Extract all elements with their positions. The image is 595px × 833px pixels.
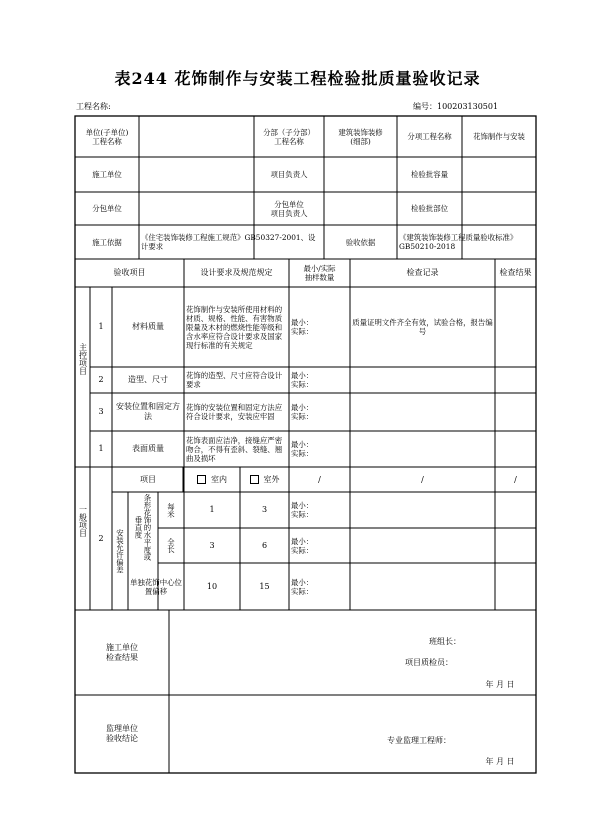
basis-value: 《住宅装饰装修工程施工规范》GB50327-2001、设计要求 — [141, 233, 316, 251]
main-item-name: 造型、尺寸 — [128, 375, 168, 384]
main-item-sample: 最小： 实际： — [291, 371, 314, 389]
general-item-name: 表面质量 — [132, 444, 164, 453]
tolerance-indoor: 3 — [209, 540, 215, 550]
single-label: 单独花饰中心位置偏移 — [130, 577, 182, 596]
tolerance-sample: 最小： 实际： — [291, 501, 314, 519]
subpart-label: 分部（子分部） 工程名称 — [263, 127, 315, 146]
main-item-requirement: 花饰的造型、尺寸应符合设计要求 — [186, 371, 283, 389]
full-length-label: 全长 — [166, 538, 176, 553]
project-manager-label: 项目负责人 — [270, 170, 308, 179]
page-title: 表244 花饰制作与安装工程检验批质量验收记录 — [114, 69, 481, 88]
sub-manager-label: 分包单位 项目负责人 — [270, 199, 308, 218]
contractor-label: 施工单位 — [92, 170, 122, 179]
tolerance-outdoor: 3 — [261, 505, 268, 514]
batch-capacity-label: 检验批容量 — [411, 170, 448, 179]
slash-sample: / — [318, 474, 321, 484]
main-item-no: 3 — [98, 407, 104, 416]
general-label: 一般项目 — [78, 504, 88, 537]
serial-number: 编号：100203130501 — [413, 102, 499, 111]
per-meter-label: 每米 — [166, 502, 176, 518]
batch-location-label: 检验批部位 — [411, 204, 448, 213]
deviation-label: 安装允许偏差 — [115, 528, 125, 574]
main-item-name: 安装位置和固定方法 — [116, 402, 180, 421]
quality-inspector-label: 项目质检员： — [405, 658, 453, 667]
col-result: 检查结果 — [499, 268, 532, 277]
main-item-sample: 最小： 实际： — [291, 403, 314, 421]
main-item-record: 质量证明文件齐全有效，试验合格，报告编号 — [352, 318, 493, 336]
tolerance-outdoor: 15 — [259, 581, 270, 591]
project-name-label: 工程名称: — [76, 102, 111, 111]
supervisor-date: 年 月 日 — [485, 757, 515, 766]
subpart-value: 建筑装饰装修 (细部) — [338, 127, 383, 146]
main-item-name: 材料质量 — [132, 322, 164, 331]
col-item: 验收项目 — [113, 268, 146, 277]
tolerance-indoor: 1 — [209, 505, 215, 514]
contractor-date: 年 月 日 — [485, 680, 515, 689]
subcontractor-label: 分包单位 — [92, 204, 122, 213]
general-item-sample: 最小： 实际： — [291, 440, 314, 458]
col-sample: 最小/实际 抽样数量 — [303, 264, 336, 282]
col-record: 检查记录 — [406, 268, 439, 277]
general-item-no: 1 — [98, 444, 104, 453]
subitem-value: 花饰制作与安装 — [473, 132, 525, 141]
col-requirement: 设计要求及规范规定 — [200, 268, 273, 277]
outdoor-option[interactable] — [240, 467, 289, 492]
tolerance-sample: 最小： 实际： — [291, 536, 314, 555]
team-leader-label: 班组长： — [429, 637, 461, 646]
supervisor-engineer-label: 专业监理工程师： — [387, 736, 451, 745]
tolerance-sample: 最小： 实际： — [291, 577, 314, 596]
slash-record: / — [421, 474, 424, 484]
unit-name-label: 单位(子单位) 工程名称 — [85, 127, 129, 146]
main-item-no: 1 — [98, 322, 104, 331]
main-control-label: 主控项目 — [78, 343, 88, 375]
indoor-option[interactable] — [184, 467, 240, 492]
main-item-sample: 最小： 实际： — [291, 318, 314, 336]
tolerance-outdoor: 6 — [261, 540, 268, 550]
slash-result: / — [514, 474, 517, 484]
indoor-checkbox[interactable] — [197, 475, 206, 484]
main-item-requirement: 花饰的安装位置和固定方法应符合设计要求，安装应牢固 — [186, 403, 283, 421]
main-item-requirement: 花饰制作与安装所使用材料的材质、规格、性能、有害物质限量及木材的燃烧性能等级和含水率应符合设计要求及国家现行标准的有关规定 — [186, 304, 283, 350]
acceptance-basis-value: 《建筑装饰装修工程质量验收标准》GB50210-2018 — [399, 233, 518, 251]
basis-label: 施工依据 — [92, 237, 122, 247]
strip-label: 条形花饰的水平度或垂直度 — [134, 494, 152, 561]
subitem-label: 分项工程名称 — [407, 132, 452, 141]
outdoor-label: 室外 — [263, 474, 280, 484]
supervisor-check-label: 监理单位 验收结论 — [106, 724, 138, 743]
contractor-check-label: 施工单位 检查结果 — [106, 642, 138, 662]
deviation-no: 2 — [98, 533, 104, 543]
general-item-requirement: 花饰表面应洁净，接缝应严密吻合，不得有歪斜、裂缝、翘曲及损坏 — [186, 435, 283, 463]
main-item-no: 2 — [98, 375, 104, 384]
outdoor-checkbox[interactable] — [250, 475, 259, 484]
indoor-label: 室内 — [211, 474, 227, 484]
acceptance-basis-label: 验收依据 — [345, 237, 376, 247]
project-label: 项目 — [140, 474, 156, 484]
tolerance-indoor: 10 — [206, 581, 218, 591]
